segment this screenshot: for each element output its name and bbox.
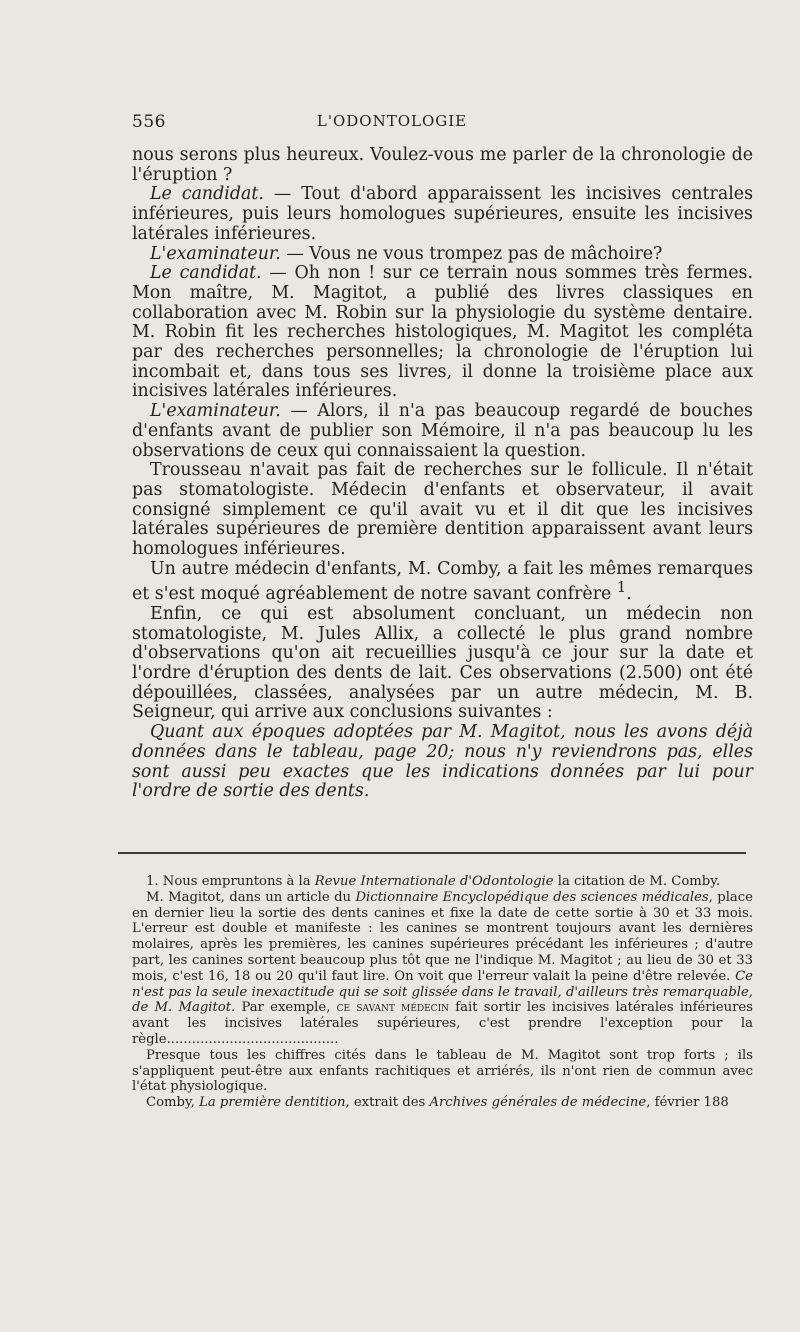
journal-title: Revue Internationale d'Odontologie xyxy=(314,874,554,889)
small-caps-text: ce savant médecin xyxy=(336,1000,449,1016)
footnote-ref: 1 xyxy=(616,580,627,597)
speaker-label: L'examinateur. xyxy=(150,401,281,422)
main-text xyxy=(132,146,753,802)
footnote-text: , place en dernier lieu la sortie des dents canines et fixe la date de cette sortie à 30 et 33 mois. L'erreur est double et manifeste : les canines se montrent toujours avant les dernières molaires, après les premières, les canines supérieures précédant les inférieures ; d'autre part, les canines sortent beaucoup plus tôt que ne l'indique M. Magitot ; au lieu de 30 et 33 mois, c'est 16, 18 ou 20 qu'il faut lire. On voit que l'erreur valait la peine d'être relevée. xyxy=(132,889,753,984)
dialogue-paragraph xyxy=(132,264,753,402)
footnote xyxy=(132,890,753,1048)
paragraph-text: Un autre médecin d'enfants, M. Comby, a fait les mêmes remarques et s'est moqué agréablement de notre savant confrère xyxy=(132,558,753,605)
paragraph: Trousseau n'avait pas fait de recherches sur le follicule. Il n'était pas stomatologiste. Médecin d'enfants et observateur, il avait consigné simplement ce qu'il avait vu et il dit que les incisives latérales supérieures de première dentition apparaissent avant leurs homologues inférieures. xyxy=(132,460,753,560)
running-title: L'ODONTOLOGIE xyxy=(316,112,468,130)
footnote: Presque tous les chiffres cités dans le tableau de M. Magitot sont trop forts ; ils s'appliquent peut-être aux enfants rachitiques et arriérés, ils n'ont rien de commun avec l'état physiologique. xyxy=(132,1047,753,1095)
dialogue-text: — Vous ne vous trompez pas de mâchoire? xyxy=(280,243,663,264)
paragraph: Enfin, ce qui est absolument concluant, un médecin non stomatologiste, M. Jules Allix, a collecté le plus grand nombre d'observations qu'on ait recueillies jusqu'à ce jour sur la date et l'ordre d'éruption des dents de lait. Ces observations (2.500) ont été dépouillées, classées, analysées par un autre médecin, M. B. Seigneur, qui arrive aux conclusions suivantes : xyxy=(132,603,753,723)
quotation-text: Quant aux époques adoptées par M. Magitot, nous les avons déjà données dans le tableau, page 20; nous n'y reviendrons pas, elles sont aussi peu exactes que les indications données par lui pour l'ordre de sortie des dents. xyxy=(132,722,753,802)
speaker-label: L'examinateur. xyxy=(150,243,281,264)
speaker-label: Le candidat. xyxy=(150,184,264,205)
paragraph-end: . xyxy=(626,584,632,605)
footnotes xyxy=(132,874,753,1111)
page-number: 556 xyxy=(132,112,166,132)
footnote-text: 1. Nous empruntons à la xyxy=(146,874,315,889)
dialogue-paragraph xyxy=(132,185,753,244)
footnote-text: la citation de M. Comby. xyxy=(553,874,721,889)
footnote-separator xyxy=(118,852,746,854)
work-title: La première dentition xyxy=(199,1095,346,1111)
footnote-text: fait sortir les incisives latérales inférieures avant les incisives latérales supérieures, c'est prendre l'exception pour la règle......................................... xyxy=(132,1000,753,1047)
paragraph: nous serons plus heureux. Voulez-vous me parler de la chronologie de l'éruption ? xyxy=(132,145,753,185)
dialogue-text: — Oh non ! sur ce terrain nous sommes très fermes. Mon maître, M. Magitot, a publié des livres classiques en collaboration avec M. Robin sur la physiologie du système dentaire. M. Robin fit les recherches histologiques, M. Magitot les compléta par des recherches personnelles; la chronologie de l'éruption lui incombait et, dans tous ses livres, il donne la troisième place aux incisives latérales inférieures. xyxy=(132,263,753,402)
quotation xyxy=(132,723,753,802)
paragraph xyxy=(132,560,753,605)
dialogue-paragraph xyxy=(132,402,753,461)
footnote-text: , extrait des xyxy=(345,1095,430,1111)
footnote-text: Par exemple, xyxy=(235,1000,337,1016)
dialogue-text: — Tout d'abord apparaissent les incisives centrales inférieures, puis leurs homologues supérieures, ensuite les incisives latérales inférieures. xyxy=(132,184,754,244)
footnote-text: , février 188 xyxy=(646,1095,729,1111)
footnote-italic: Ce n'est pas la seule inexactitude qui se soit glissée dans le travail, d'ailleurs très remarquable, de M. Magitot. xyxy=(132,968,753,1016)
footnote xyxy=(132,874,753,890)
dialogue-text: — Alors, il n'a pas beaucoup regardé de bouches d'enfants avant de publier son Mémoire, il n'a pas beaucoup lu les observations de ceux qui connaissaient la question. xyxy=(132,401,753,461)
speaker-label: Le candidat. xyxy=(150,263,262,284)
dictionary-title: Dictionnaire Encyclopédique des sciences médicales xyxy=(355,889,709,905)
dialogue-paragraph xyxy=(132,245,753,265)
footnote-text: Comby, xyxy=(146,1095,200,1111)
running-header xyxy=(132,112,652,138)
footnote xyxy=(132,1095,753,1111)
journal-title: Archives générales de médecine xyxy=(429,1095,647,1111)
footnote-text: M. Magitot, dans un article du xyxy=(146,889,356,905)
